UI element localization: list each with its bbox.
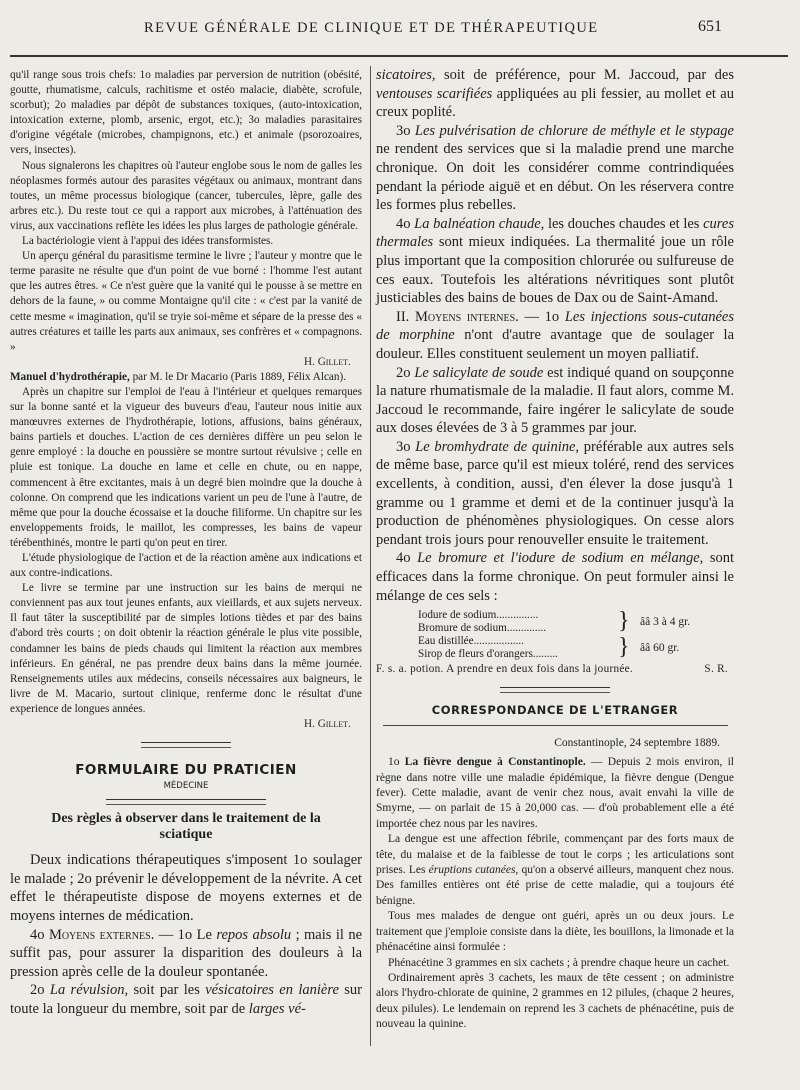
ingredient: Iodure de sodium............... xyxy=(418,609,539,622)
paragraph: Le livre se termine par une instruction sur les bains de merqui ne conviennent pas aux tout jeunes enfants, aux vieillards, et aux sujets nerveux. Il faut tâter la susceptibilité par de simples lotions tièdes et par des bains d'abord très courts ; on doit obtenir la réaction générale le plus vite possible, condamner les bains de pieds chauds qui limitent la réaction aux membres inférieurs. En général, ne pas prendre deux bains dans la même journée. Renseignements utiles aux médecins, conseils nécessaires aux baigneurs, le livre de M. Macario, surtout clinique, renferme donc le résultat d'une experience de longues années. xyxy=(10,582,362,715)
paragraph: Ordinairement après 3 cachets, les maux de tête cessent ; on administre alors l'hydro-chlorate de quinine, 2 grammes en 12 pilules, (chaque 2 heures, deux pilules). Le lendemain on reprend les 3 cachets de phénacétine, puis de nouveau la quinine. xyxy=(376,971,734,1031)
ingredient: Bromure de sodium.............. xyxy=(418,621,547,634)
paragraph: La dengue est une affection fébrile, commençant par des forts maux de tête, du malaise et de la faiblesse de tout le corps ; les articulations sont prises. Les éruptions cutanées, qu'on a observé ailleurs, manquent chez nous. Des familles entières ont été prise de cette maladie, qui a toujours été bénigne. xyxy=(376,833,734,907)
left-column xyxy=(10,68,362,1018)
paragraph: Deux indications thérapeutiques s'imposent 1o soulager le malade ; 2o prévenir le développement de la névrite. A cet effet le thérapeutiste dispose de moyens externes et de moyens internes de médication. xyxy=(10,852,362,924)
paragraph: 1o La fièvre dengue à Constantinople. — Depuis 2 mois environ, il règne dans notre ville une maladie épidémique, la fièvre dengue (Dengue fever). Cette maladie, avant de venir chez nous, avait envahi la ville de Smyrne, — on parlait de 15 à 20,000 cas. — d'où probablement elle a été importée chez nous par les navires. xyxy=(376,756,734,830)
formula-group xyxy=(418,635,734,661)
paragraph: Tous mes malades de dengue ont guéri, après un ou deux jours. Le traitement que j'emploie consiste dans la diète, les bouillons, la limonade et la phénacétine ainsi formulée : xyxy=(376,910,734,954)
paragraph: qu'il range sous trois chefs: 1o maladies par perversion de nutrition (obésité, goutte, rhumatisme, calculs, rachitisme et ostéo malacie, diabète, scrofule, scorbut); 2o maladies par dépôt de substances toxiques, (auto-intoxication, intoxication externe, plomb, arsenic, ergot, etc.); 3o maladies parasitaires d'origine végétale (microbes, champignons, etc.) et animale (psorozoaires, vers, insectes). xyxy=(10,69,362,157)
section-subtitle: MÉDECINE xyxy=(163,781,209,792)
author-signature: H. Gillet. xyxy=(304,718,351,731)
instructions-text: F. s. a. potion. A prendre en deux fois dans la journée. xyxy=(376,663,634,676)
article-title: Des règles à observer dans le traitement de la sciatique xyxy=(51,811,321,843)
paragraph: L'étude physiologique de l'action et de la réaction amène aux indications et aux contre-indications. xyxy=(10,552,362,580)
paragraph: 4o La balnéation chaude, les douches chaudes et les cures thermales sont mieux indiquées. La thermalité joue un rôle plus important que la composition chlorurée ou sulfureuse de ces eaux. Toutefois les altérations névritiques sont plutôt justiciables des bains de boues de Dax ou de Saint-Amand. xyxy=(376,215,734,307)
book-title: Manuel d'hydrothérapie, xyxy=(10,370,130,383)
book-heading xyxy=(10,370,362,385)
formula-instructions xyxy=(376,663,734,675)
page-number: 651 xyxy=(698,18,722,35)
section-rule xyxy=(383,725,728,727)
paragraph: 2o La révulsion, soit par les vésicatoires en lanière sur toute la longueur du membre, soit par de larges vé- xyxy=(10,982,362,1017)
column-divider xyxy=(370,66,371,1046)
divider-ornament xyxy=(141,742,231,748)
dose: ââ 60 gr. xyxy=(640,642,680,655)
paragraph: 3o Le bromhydrate de quinine, préférable aux autres sels de même base, parce qu'il est mieux toléré, rend des services excellents, à condition, aussi, d'en élever la dose jusqu'à 1 gramme ou 1 gramme et demi et de la continuer jusqu'à la production de phénomènes physiologiques. On cesse alors pendant trois jours pour renouveller ensuite le traitement. xyxy=(376,438,734,548)
dose: ââ 3 à 4 gr. xyxy=(640,616,691,629)
author-initials: S. R. xyxy=(704,663,728,676)
ingredient: Sirop de fleurs d'orangers......... xyxy=(418,647,558,660)
paragraph: Après un chapitre sur l'emploi de l'eau à l'intérieur et quelques remarques sur la bonne santé et la vigueur des buveurs d'eau, l'auteur nous initie aux manœuvres externes de l'hydrothérapie, lotions, affusions, bains généraux, bains partiels et douches. L'action de ces dernières diffère un peu selon le genre employé : la douche en poussière se montre surtout révulsive ; celle en pluie est tonique. La douche en lame et celle en chute, ou en nappe, commencent à être excitantes, mais à un degré bien moindre que la douche à colonne. On comprend que les indications varient un peu de l'une à l'autre, de même que pour la douche écossaise et la douche filiforme. Un chapitre sur les enveloppements froids, le maillot, les compresses, les bains de vapeur térébenthinés, montre le parti qu'on peut en tirer. xyxy=(10,385,362,549)
paragraph: sicatoires, soit de préférence, pour M. Jaccoud, par des ventouses scarifiées appliquées au pli fessier, au mollet et au creux poplité. xyxy=(376,67,734,121)
sciatica-article-continued xyxy=(376,66,734,605)
brace-icon: } xyxy=(618,634,630,661)
brace-icon: } xyxy=(618,608,630,635)
divider-ornament xyxy=(500,687,610,693)
signature xyxy=(10,717,362,732)
author-signature: H. Gillet. xyxy=(304,355,351,368)
divider-ornament xyxy=(106,799,266,805)
sciatica-article xyxy=(10,851,362,1018)
paragraph: 3o Les pulvérisation de chlorure de méthyle et le stypage ne rendent des services que si la maladie prend une marche chronique. On doit les considérer comme contrindiquées pendant la période aiguë et en début. On les réservera contre les formes plus rebelles. xyxy=(376,122,734,214)
paragraph: 2o Le salicylate de soude est indiqué quand on soupçonne la nature rhumatismale de la maladie. Il faut alors, comme M. Jaccoud le recommande, faire ingérer le salicylate de soude aux doses élevées de 3 à 5 grammes par jour. xyxy=(376,364,734,437)
book-review-parasitism xyxy=(10,68,362,732)
paragraph: Un aperçu général du parasitisme termine le livre ; l'auteur y montre que le terme parasite ne résulte que d'un point de vue borné : l'homme l'est autant que les autres êtres. « Ce n'est guère que la vanité qui le pousse à se mettre en dehors de la faune, » ou comme Montaigne qu'il cite : « c'est par la vanité de cette mesme « imagination, qu'il se tryie soi-même et sépare de la presse des « autres créatures et taille les parts aux animaux, ses confrères et « compagnons. » xyxy=(10,250,362,353)
paragraph: 4o Le bromure et l'iodure de sodium en mélange, sont efficaces dans la forme chronique. On peut formuler ainsi le mélange de ces sels : xyxy=(376,550,735,604)
section-title: FORMULAIRE DU PRATICIEN xyxy=(75,762,297,779)
paragraph: 4o Moyens externes. — 1o Le repos absolu ; mais il ne suffit pas, pour assurer la disparition des douleurs à la pression après celle de la douleur spontanée. xyxy=(10,926,363,980)
paragraph: La bactériologie vient à l'appui des idées transformistes. xyxy=(22,235,274,248)
header-rule xyxy=(10,55,788,57)
formula-group xyxy=(418,609,734,635)
journal-title: REVUE GÉNÉRALE DE CLINIQUE ET DE THÉRAPEUTIQUE xyxy=(144,20,599,36)
book-details: par M. le Dr Macario (Paris 1889, Félix Alcan). xyxy=(129,370,347,383)
paragraph: Phénacétine 3 grammes en six cachets ; à prendre chaque heure un cachet. xyxy=(388,956,730,969)
running-header xyxy=(0,14,800,44)
paragraph: II. Moyens internes. — 1o Les injections sous-cutanées de morphine n'ont d'autre avantage que de soulager la douleur. Elles constituent seulement un moyen palliatif. xyxy=(376,308,735,362)
prescription-formula xyxy=(376,609,734,661)
dateline: Constantinople, 24 septembre 1889. xyxy=(554,737,720,750)
signature xyxy=(10,355,362,370)
section-title: CORRESPONDANCE DE L'ETRANGER xyxy=(431,703,679,718)
paragraph: Nous signalerons les chapitres où l'auteur englobe sous le nom de galles les néoplasmes formés autour des parasites végétaux ou animaux, montrant dans toutes, un même processus biologique (cancer, tubercules, lèpre, galle des arbres etc.). Du reste tout ce qui a rapport aux microbes, à l'atténuation des virus, aux vaccinations reflète les idées les plus larges de pathologie générale. xyxy=(10,159,362,232)
right-column xyxy=(376,66,734,1033)
correspondence-article xyxy=(376,755,734,1032)
ingredient: Eau distillée.................. xyxy=(418,635,524,648)
